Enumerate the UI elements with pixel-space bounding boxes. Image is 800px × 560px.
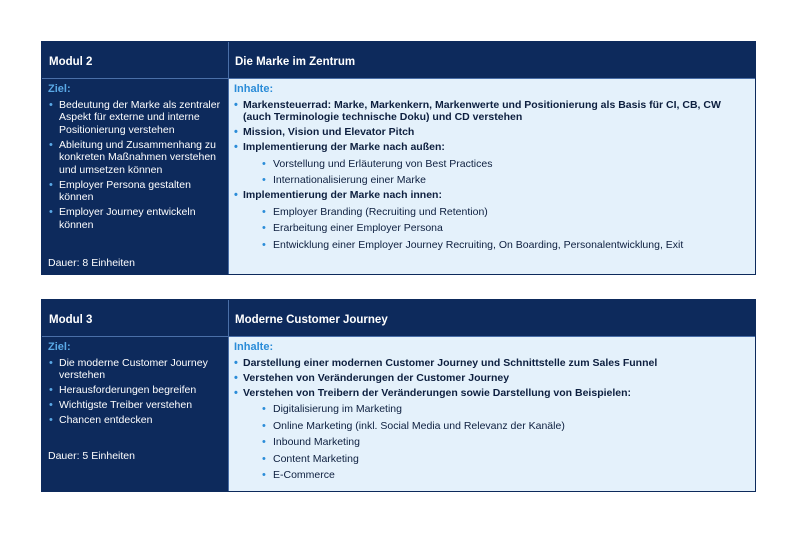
content-subitem: • Employer Branding (Recruiting und Retention) [243, 206, 749, 219]
module-number: Modul 2 [42, 42, 229, 78]
content-sublist [243, 158, 749, 187]
goal-item: • Herausforderungen begreifen [48, 384, 222, 397]
content-subitem: • Digitalisierung im Marketing [243, 403, 749, 416]
module-header-row [42, 300, 755, 336]
module-header-row [42, 42, 755, 78]
content-item-text: Darstellung einer modernen Customer Journey und Schnittstelle zum Sales Funnel [243, 356, 658, 369]
contents-list [234, 357, 749, 482]
contents-label: Inhalte: [234, 83, 274, 95]
contents-column [229, 336, 755, 491]
goal-item: • Die moderne Customer Journey verstehen [48, 357, 222, 382]
content-subitem: • Inbound Marketing [243, 436, 749, 449]
content-item-text: Markensteuerrad: Marke, Markenkern, Markenwerte und Positionierung als Basis für CI, CB, CW (auch Terminologie technische Doku) und CD verstehen [243, 98, 721, 123]
content-subitem: • Erarbeitung einer Employer Persona [243, 222, 749, 235]
content-item [234, 357, 749, 370]
goals-list [48, 99, 222, 232]
duration-text: Dauer: 5 Einheiten [48, 450, 135, 462]
content-item-text: Verstehen von Veränderungen der Customer Journey [243, 371, 510, 384]
goals-column [42, 78, 229, 274]
content-item [234, 387, 749, 482]
goal-item: • Bedeutung der Marke als zentraler Aspekt für externe und interne Positionierung verstehen [48, 99, 222, 137]
content-sublist [243, 206, 749, 252]
content-subitem: • Entwicklung einer Employer Journey Recruiting, On Boarding, Personalentwicklung, Exit [243, 239, 749, 252]
contents-list [234, 99, 749, 252]
contents-label: Inhalte: [234, 341, 274, 353]
content-item [234, 189, 749, 251]
module-title: Moderne Customer Journey [235, 314, 388, 326]
content-subitem: • Online Marketing (inkl. Social Media und Relevanz der Kanäle) [243, 420, 749, 433]
goal-item: • Wichtigste Treiber verstehen [48, 399, 222, 412]
content-item [234, 99, 749, 124]
content-item [234, 141, 749, 187]
content-item [234, 372, 749, 385]
duration-text: Dauer: 8 Einheiten [48, 257, 135, 269]
contents-column [229, 78, 755, 274]
content-item-text: Implementierung der Marke nach außen: [243, 141, 445, 153]
content-item [234, 126, 749, 139]
content-item-text: Implementierung der Marke nach innen: [243, 189, 442, 201]
goal-item: • Chancen entdecken [48, 414, 222, 427]
content-subitem: • Internationalisierung einer Marke [243, 174, 749, 187]
content-item-text: Verstehen von Treibern der Veränderungen sowie Darstellung von Beispielen: [243, 386, 632, 399]
module-2-table [41, 41, 756, 275]
content-item-text: Mission, Vision und Elevator Pitch [243, 126, 415, 138]
content-subitem: • Vorstellung und Erläuterung von Best Practices [243, 158, 749, 171]
module-body-row [42, 336, 755, 491]
goal-item: • Employer Persona gestalten können [48, 179, 222, 204]
module-number: Modul 3 [42, 300, 229, 336]
module-body-row [42, 78, 755, 274]
content-subitem: • E-Commerce [243, 469, 749, 482]
content-subitem: • Content Marketing [243, 453, 749, 466]
goal-item: • Employer Journey entwickeln können [48, 206, 222, 231]
goals-list [48, 357, 222, 427]
content-sublist [243, 403, 749, 482]
goals-label: Ziel: [48, 83, 71, 95]
goals-label: Ziel: [48, 341, 71, 353]
module-title: Die Marke im Zentrum [235, 56, 356, 68]
goal-item: • Ableitung und Zusammenhang zu konkreten Maßnahmen verstehen und umsetzen können [48, 139, 222, 177]
goals-column [42, 336, 229, 491]
module-3-table [41, 299, 756, 492]
